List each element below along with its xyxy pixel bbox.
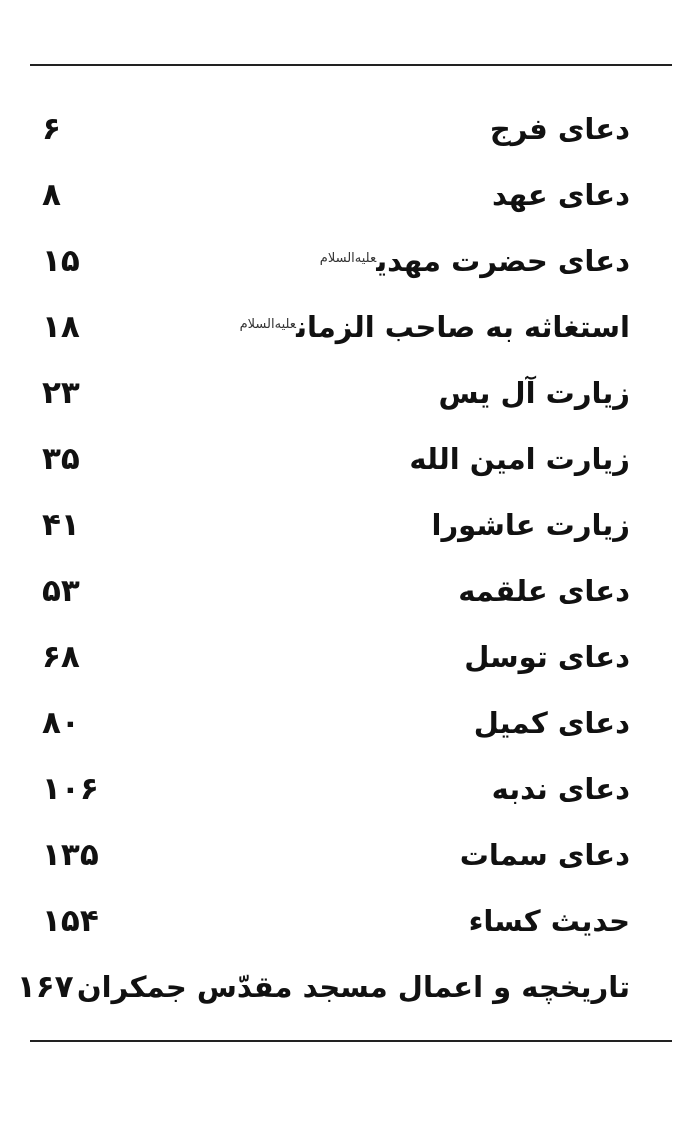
toc-entry-ahd[interactable] bbox=[30, 162, 630, 228]
entry-title: استغاثه به صاحب الزمان$^{علیه‌السلام}$ bbox=[239, 310, 630, 344]
toc-entry-ashura[interactable] bbox=[30, 492, 630, 558]
toc-entry-faraj[interactable] bbox=[30, 96, 630, 162]
entry-title: زیارت عاشورا bbox=[431, 508, 630, 542]
toc-entry-nudba[interactable] bbox=[30, 756, 630, 822]
entry-page-number: ۱۰۶ bbox=[42, 771, 99, 807]
top-divider bbox=[30, 64, 672, 66]
toc-entry-kumayl[interactable] bbox=[30, 690, 630, 756]
toc-entry-simat[interactable] bbox=[30, 822, 630, 888]
bottom-divider bbox=[30, 1040, 672, 1042]
entry-title: دعای کمیل bbox=[473, 706, 630, 740]
toc-entry-al-yasin[interactable] bbox=[30, 360, 630, 426]
entry-page-number: ۵۳ bbox=[42, 573, 80, 609]
toc-entry-kisa[interactable] bbox=[30, 888, 630, 954]
toc-entry-alqame[interactable] bbox=[30, 558, 630, 624]
entry-title: دعای توسل bbox=[464, 640, 630, 674]
entry-title: حدیث کساء bbox=[468, 904, 630, 938]
entry-page-number: ۴۱ bbox=[42, 507, 80, 543]
honorific-mark: علیه‌السلام bbox=[319, 251, 377, 266]
entry-page-number: ۱۸ bbox=[42, 309, 80, 345]
entry-page-number: ۸ bbox=[42, 177, 61, 213]
entry-title: تاریخچه و اعمال مسجد مقدّس جمکران bbox=[76, 970, 630, 1004]
entry-page-number: ۳۵ bbox=[42, 441, 80, 477]
entry-title: زیارت امین الله bbox=[409, 442, 630, 476]
toc-entry-istighasa[interactable] bbox=[30, 294, 630, 360]
toc-entry-hazrat-mahdi[interactable] bbox=[30, 228, 630, 294]
entry-page-number: ۸۰ bbox=[42, 705, 80, 741]
entry-page-number: ۱۳۵ bbox=[42, 837, 99, 873]
honorific-mark: علیه‌السلام bbox=[239, 317, 297, 332]
entry-title: دعای عهد bbox=[492, 178, 630, 212]
toc-entry-tawassul[interactable] bbox=[30, 624, 630, 690]
entry-title: زیارت آل یس bbox=[438, 376, 630, 410]
entry-title: دعای حضرت مهدی$^{علیه‌السلام}$ bbox=[319, 244, 630, 278]
entry-page-number: ۱۵ bbox=[42, 243, 80, 279]
toc-entry-jamkaran[interactable] bbox=[16, 954, 630, 1020]
entry-page-number: ۶۸ bbox=[42, 639, 80, 675]
entry-page-number: ۱۵۴ bbox=[42, 903, 99, 939]
entry-title: دعای فرج bbox=[489, 112, 630, 146]
entry-page-number: ۱۶۷ bbox=[16, 969, 74, 1005]
toc-entry-aminullah[interactable] bbox=[30, 426, 630, 492]
entry-title: دعای علقمه bbox=[458, 574, 630, 608]
entry-title: دعای سمات bbox=[459, 838, 630, 872]
entry-page-number: ۶ bbox=[42, 111, 61, 147]
entry-title: دعای ندبه bbox=[491, 772, 630, 806]
table-of-contents bbox=[16, 96, 630, 1020]
entry-page-number: ۲۳ bbox=[42, 375, 80, 411]
